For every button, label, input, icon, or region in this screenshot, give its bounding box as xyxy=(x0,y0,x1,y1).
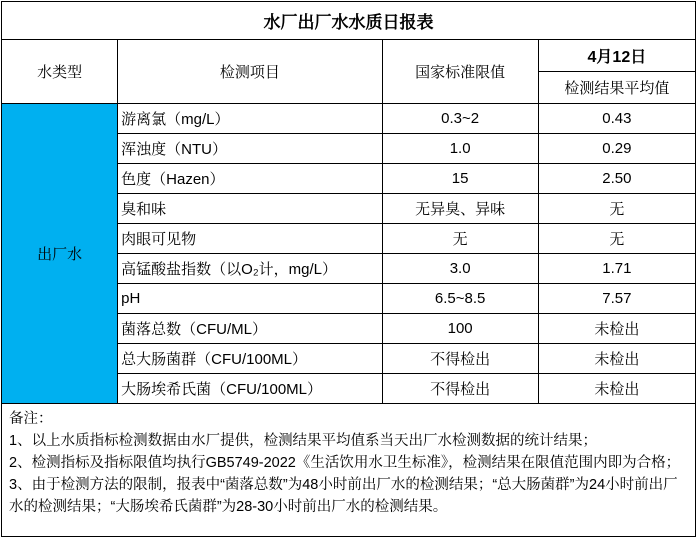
header-national-limit: 国家标准限值 xyxy=(382,40,538,104)
limit-value: 无异臭、异味 xyxy=(382,194,538,224)
note-1: 1、以上水质指标检测数据由水厂提供，检测结果平均值系当天出厂水检测数据的统计结果； xyxy=(9,433,598,449)
result-value: 1.71 xyxy=(538,254,695,284)
item-name: 肉眼可见物 xyxy=(118,224,382,254)
result-value: 0.43 xyxy=(538,104,695,134)
table-row xyxy=(2,104,696,134)
title-row xyxy=(2,2,696,40)
notes-label: 备注： xyxy=(9,411,53,427)
result-value: 0.29 xyxy=(538,134,695,164)
limit-value: 0.3~2 xyxy=(382,104,538,134)
item-name: 高锰酸盐指数（以O₂计，mg/L） xyxy=(118,254,382,284)
item-name: 大肠埃希氏菌（CFU/100ML） xyxy=(118,374,382,404)
water-type-cell: 出厂水 xyxy=(2,104,118,404)
limit-value: 不得检出 xyxy=(382,344,538,374)
limit-value: 100 xyxy=(382,314,538,344)
item-name: 总大肠菌群（CFU/100ML） xyxy=(118,344,382,374)
limit-value: 15 xyxy=(382,164,538,194)
limit-value: 无 xyxy=(382,224,538,254)
result-value: 2.50 xyxy=(538,164,695,194)
header-date: 4月12日 xyxy=(538,40,695,72)
notes-row xyxy=(2,404,696,537)
report-title: 水厂出厂水水质日报表 xyxy=(2,2,696,40)
header-avg-result: 检测结果平均值 xyxy=(538,72,695,104)
limit-value: 1.0 xyxy=(382,134,538,164)
note-2: 2、检测指标及指标限值均执行GB5749-2022《生活饮用水卫生标准》，检测结果在限值范围内即为合格； xyxy=(9,455,681,471)
result-value: 无 xyxy=(538,194,695,224)
limit-value: 3.0 xyxy=(382,254,538,284)
item-name: 游离氯（mg/L） xyxy=(118,104,382,134)
header-water-type: 水类型 xyxy=(2,40,118,104)
limit-value: 6.5~8.5 xyxy=(382,284,538,314)
note-3: 3、由于检测方法的限制，报表中“菌落总数”为48小时前出厂水的检测结果；“总大肠菌群”为24小时前出厂水的检测结果；“大肠埃希氏菌群”为28-30小时前出厂水的检测结果。 xyxy=(9,477,678,515)
header-test-item: 检测项目 xyxy=(118,40,382,104)
item-name: 菌落总数（CFU/ML） xyxy=(118,314,382,344)
result-value: 7.57 xyxy=(538,284,695,314)
header-row-top xyxy=(2,40,696,72)
item-name: 浑浊度（NTU） xyxy=(118,134,382,164)
result-value: 未检出 xyxy=(538,344,695,374)
result-value: 未检出 xyxy=(538,314,695,344)
notes-cell xyxy=(2,404,696,537)
result-value: 未检出 xyxy=(538,374,695,404)
result-value: 无 xyxy=(538,224,695,254)
limit-value: 不得检出 xyxy=(382,374,538,404)
item-name: 臭和味 xyxy=(118,194,382,224)
water-quality-table xyxy=(1,1,696,537)
item-name: pH xyxy=(118,284,382,314)
item-name: 色度（Hazen） xyxy=(118,164,382,194)
